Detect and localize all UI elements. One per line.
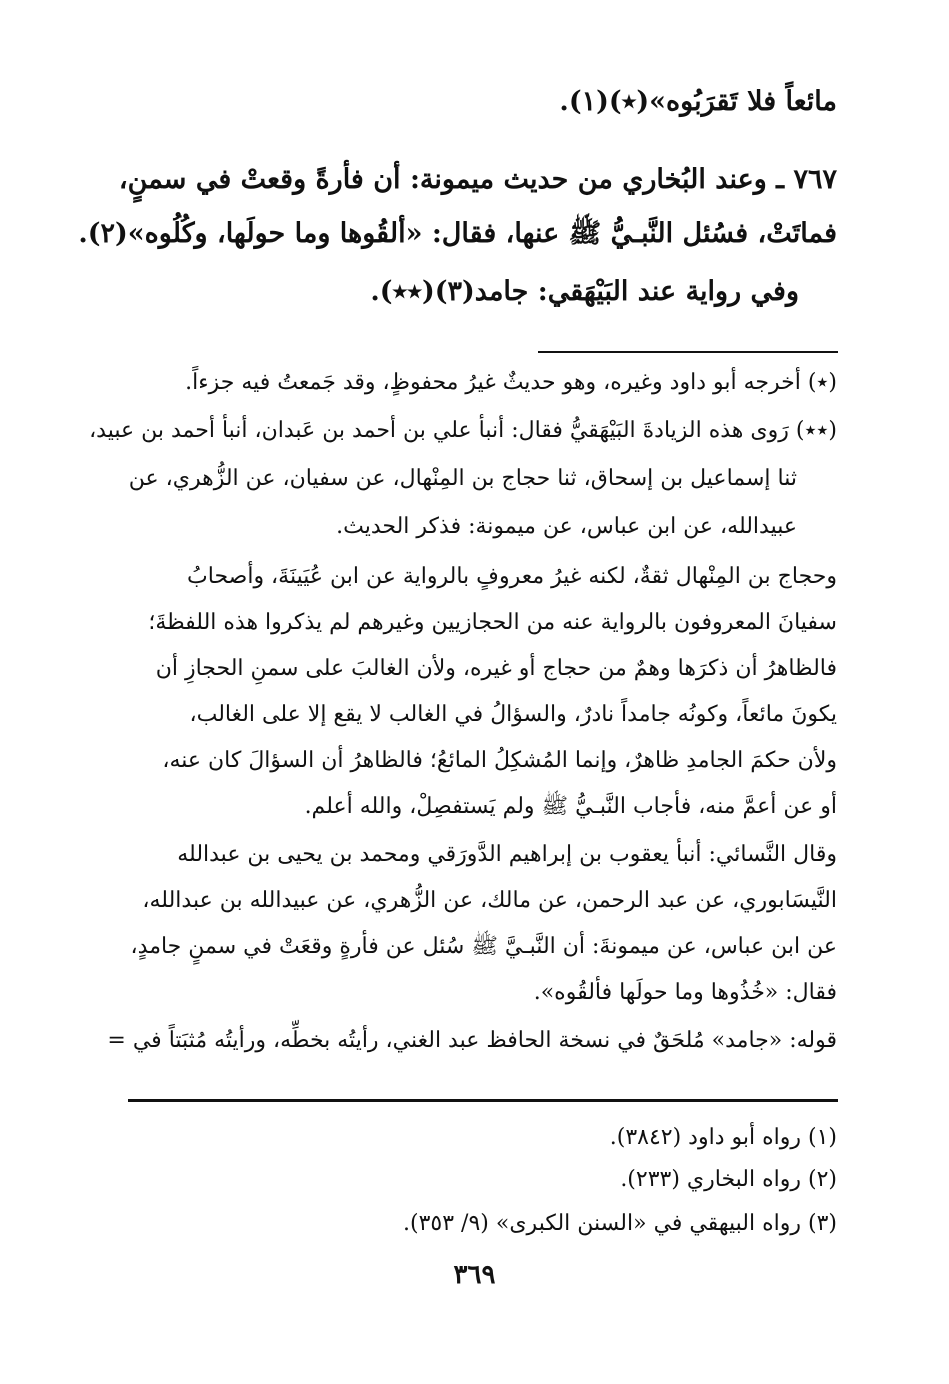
note-line-4: عبيدالله، عن ابن عباس، عن ميمونة: فذكر الحديث.	[336, 514, 797, 539]
main-text-line-2: ٧٦٧ ـ وعند البُخاري من حديث ميمونة: أن فأرةً وقعتْ في سمنٍ،	[118, 164, 837, 195]
main-text-line-1: مائعاً فلا تَقرَبُوه»(٭)(١).	[559, 86, 837, 117]
note-line-8: يكونَ مائعاً، وكونُه جامداً نادرٌ، والسؤالُ في الغالب لا يقع إلا على الغالب،	[189, 702, 837, 727]
footnote-2: (٢) رواه البخاري (٢٣٣).	[620, 1167, 837, 1192]
note-line-2: (٭٭) رَوى هذه الزيادةَ البَيْهَقيُّ فقال: أنبأ علي بن أحمد بن عَبدان، أنبأ أحمد بن عبيد،	[89, 418, 837, 443]
footnote-separator-rule	[128, 1099, 838, 1102]
page-number: ٣٦٩	[453, 1260, 496, 1290]
note-line-14: فقال: «خُذُوها وما حولَها فألقُوه».	[533, 980, 837, 1005]
note-line-11: وقال النَّسائي: أنبأ يعقوب بن إبراهيم الدَّورَقي ومحمد بن يحيى بن عبدالله	[177, 842, 837, 867]
note-line-10: أو عن أعمَّ منه، فأجاب النَّبـيُّ ﷺ ولم يَستفصِلْ، والله أعلم.	[304, 794, 837, 819]
note-line-13: عن ابن عباس، عن ميمونةَ: أن النَّبـيَّ ﷺ سُئل عن فأرةٍ وقعَتْ في سمنٍ جامدٍ،	[130, 934, 837, 959]
note-line-5: وحجاج بن المِنْهال ثقةٌ، لكنه غيرُ معروفٍ بالرواية عن ابن عُيَينَةَ، وأصحابُ	[187, 564, 837, 589]
main-text-line-4: وفي رواية عند البَيْهَقي: جامد(٣)(٭٭).	[370, 276, 799, 307]
note-line-15: قوله: «جامد» مُلحَقٌ في نسخة الحافظ عبد الغني، رأيتُه بخطِّه، ورأيتُه مُثبَتاً في =	[107, 1028, 837, 1053]
note-line-3: ثنا إسماعيل بن إسحاق، ثنا حجاج بن المِنْهال، عن سفيان، عن الزُّهري، عن	[128, 466, 797, 491]
note-line-9: ولأن حكمَ الجامدِ ظاهرٌ، وإنما المُشكِلُ المائعُ؛ فالظاهرُ أن السؤالَ كان عنه،	[162, 748, 837, 773]
footnote-3: (٣) رواه البيهقي في «السنن الكبرى» (٩/ ٣٥٣).	[403, 1211, 837, 1236]
note-line-12: النَّيسَابوري، عن عبد الرحمن، عن مالك، عن الزُّهري، عن عبيدالله بن عبدالله،	[142, 888, 837, 913]
footnote-1: (١) رواه أبو داود (٣٨٤٢).	[609, 1125, 837, 1150]
editor-notes	[89, 362, 837, 1062]
note-line-1: (٭) أخرجه أبو داود وغيره، وهو حديثٌ غيرُ محفوظٍ، وقد جَمعتُ فيه جزءاً.	[185, 370, 837, 395]
note-separator-rule	[538, 351, 838, 353]
main-text-line-3: فماتَتْ، فسُئل النَّبـيُّ ﷺ عنها، فقال: «ألقُوها وما حولَها، وكُلُوه»(٢).	[78, 218, 837, 249]
note-line-7: فالظاهرُ أن ذكرَها وهمٌ من حجاج أو غيره، ولأن الغالبَ على سمنِ الحجازِ أن	[155, 656, 837, 681]
note-line-6: سفيانَ المعروفون بالرواية عنه من الحجازيين وغيرهم لم يذكروا هذه اللفظةَ؛	[148, 610, 837, 635]
